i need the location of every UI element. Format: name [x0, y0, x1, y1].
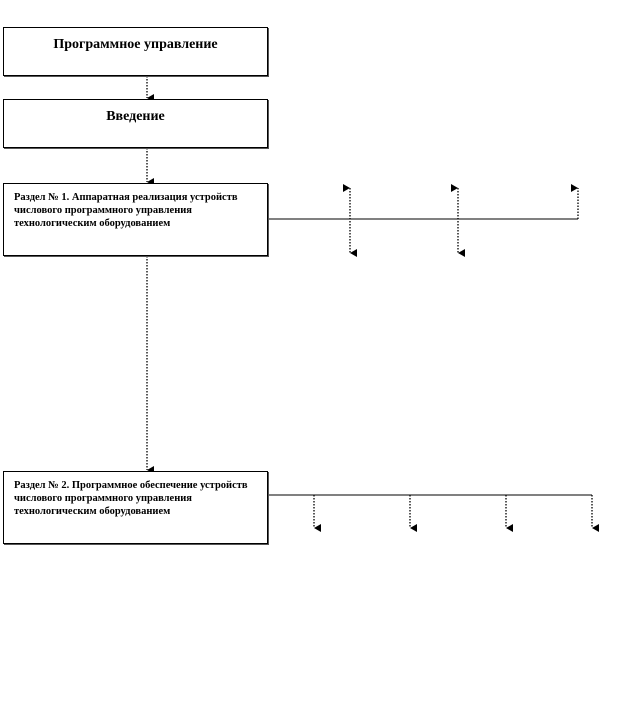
introduction-box: [3, 99, 268, 148]
program-control-box: [3, 27, 268, 76]
introduction-label: Введение: [106, 109, 165, 124]
section-1-label: Раздел № 1. Аппаратная реализация устройств числового программного управления технологическим оборудованием: [14, 192, 238, 229]
section-2-box: [3, 471, 268, 544]
program-control-label: Программное управление: [53, 37, 218, 52]
section-2-label: Раздел № 2. Программное обеспечение устройств числового программного управления технологическим оборудованием: [14, 480, 248, 517]
section-1-box: [3, 183, 268, 256]
